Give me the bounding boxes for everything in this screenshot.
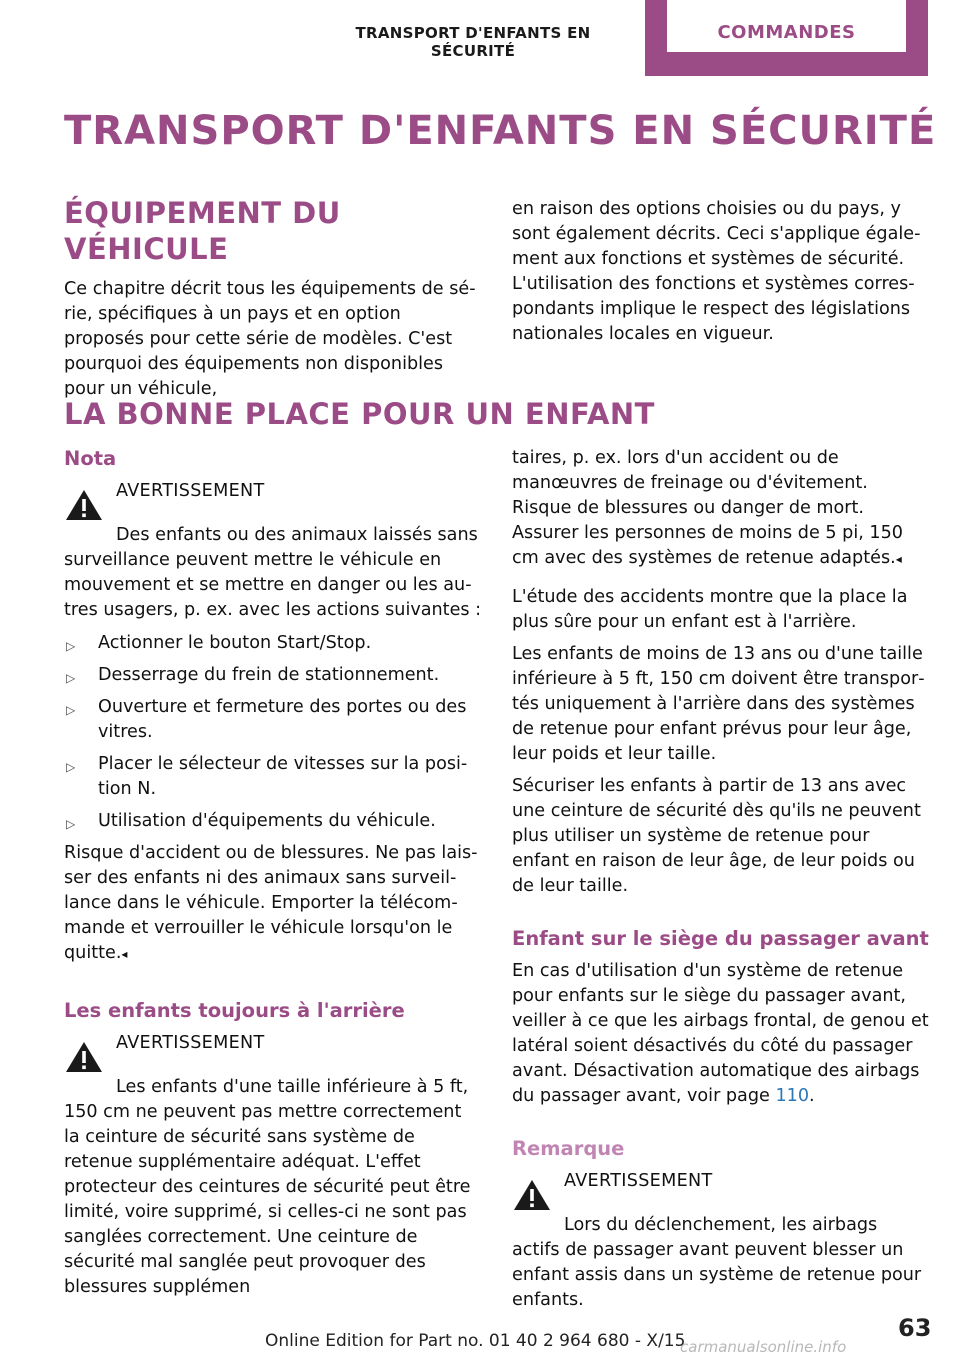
nota-warning-text: Des enfants ou des animaux laissés sans surveillance peuvent mettre le véhicule en mouvement et se mettre en danger ou les autres usagers, p. ex. avec les actions suivantes : [64,525,482,620]
equipment-heading: ÉQUIPEMENT DU VÉHICULE [64,196,341,266]
rear-seat-warning-continued: taires, p. ex. lors d'un accident ou de manœuvres de freinage ou d'évitement. Risque de blessures ou danger de mort. Assurer les personnes de moins de 5 pi, 150 cm avec des systèmes de retenue adaptés.◂ [512,448,904,568]
page-reference-link[interactable]: 110 [775,1086,810,1106]
equipment-paragraph-1: Ce chapitre décrit tous les équipements de série, spécifiques à un pays et en option proposés pour cette série de modèles. C'est pourquoi des équipements non disponibles pour un véhicule, [64,279,476,399]
bullet-triangle-icon: ▷ [66,817,76,831]
chapter-tab [645,0,928,76]
page-number: 63 [898,1314,932,1342]
end-mark-icon: ◂ [121,947,128,961]
rear-seat-warning-text: Les enfants d'une taille inférieure à 5 ft, 150 cm ne peuvent pas mettre correctement la ceinture de sécurité sans système de retenue supplémentaire adéquat. L'effet protecteur des ceintures de sécurité peut être limité, voire supprimé, si celles-ci ne sont pas sanglées correctement. Une ceinture de sécurité mal sanglée peut provoquer des blessures supplémen [64,1077,471,1297]
list-item: ▷ Desserrage du frein de stationnement. [64,663,482,688]
warning-triangle-icon [64,1039,104,1075]
bullet-triangle-icon: ▷ [66,760,76,774]
bullet-triangle-icon: ▷ [66,703,76,717]
list-item: ▷ Actionner le bouton Start/Stop. [64,631,482,656]
remark-warning-text: Lors du déclenchement, les airbags actifs de passager avant peuvent blesser un enfant assis dans un système de retenue pour enfants. [512,1215,922,1310]
warning-triangle-icon [512,1177,552,1213]
nota-action-list [64,631,482,834]
rear-seat-paragraph-3: Sécuriser les enfants à partir de 13 ans avec une ceinture de sécurité dès qu'ils ne peuvent plus utiliser un système de retenue pour enfant en raison de leur âge, de leur poids ou de leur taille. [512,776,921,896]
equipment-paragraph-2: en raison des options choisies ou du pays, y sont également décrits. Ceci s'applique également aux fonctions et systèmes de sécurité. L'utilisation des fonctions et systèmes correspondants implique le respect des législations nationales locales en vigueur. [512,199,921,344]
place-left-column [64,445,482,1300]
bullet-triangle-icon: ▷ [66,639,76,653]
remark-heading: Remarque [512,1137,625,1160]
nota-warning-label: AVERTISSEMENT [116,481,265,501]
place-right-column [512,446,930,1313]
chapter-tab-label: COMMANDES [667,0,906,52]
rear-seat-paragraph-2: Les enfants de moins de 13 ans ou d'une taille inférieure à 5 ft, 150 cm doivent être transportés uniquement à l'arrière dans des systèmes de retenue pour enfant prévus pour leur âge, leur poids et leur taille. [512,644,925,764]
rear-seat-warning [64,1031,482,1069]
warning-triangle-icon [64,487,104,523]
rear-seat-warning-label: AVERTISSEMENT [116,1033,265,1053]
end-mark-icon: ◂ [895,552,902,566]
rear-seat-heading: Les enfants toujours à l'arrière [64,999,405,1022]
list-item: ▷ Ouverture et fermeture des portes ou des vitres. [66,697,467,742]
watermark: carmanualsonline.info [680,1338,847,1356]
nota-risk-text: Risque d'accident ou de blessures. Ne pas laisser des enfants ni des animaux sans surveillance dans le véhicule. Emporter la télécommande et verrouiller le véhicule lorsqu'on le quitte.◂ [64,843,478,963]
list-item: ▷ Utilisation d'équipements du véhicule. [64,809,482,834]
equipment-left-column [64,195,482,402]
bullet-triangle-icon: ▷ [66,671,76,685]
nota-warning [64,479,482,517]
running-header-section: TRANSPORT D'ENFANTS EN SÉCURITÉ [355,24,591,60]
front-seat-text: En cas d'utilisation d'un système de retenue pour enfants sur le siège du passager avant, veiller à ce que les airbags frontal, de genou et latéral soient désactivés du côté du passager avant. Désactivation automatique des airbags du passager avant, voir page 110. [512,961,929,1106]
remark-warning [512,1169,930,1207]
rear-seat-paragraph-1: L'étude des accidents montre que la place la plus sûre pour un enfant est à l'arrière. [512,587,908,632]
remark-warning-label: AVERTISSEMENT [564,1171,713,1191]
equipment-right-column [512,197,930,347]
nota-heading: Nota [64,447,117,470]
page-title: TRANSPORT D'ENFANTS EN SÉCURITÉ [64,108,937,154]
list-item: ▷ Placer le sélecteur de vitesses sur la position N. [66,754,468,799]
front-seat-heading: Enfant sur le siège du passager avant [512,927,929,950]
child-place-heading: LA BONNE PLACE POUR UN ENFANT [64,397,655,431]
edition-footer: Online Edition for Part no. 01 40 2 964 680 - X/15 [265,1331,686,1351]
